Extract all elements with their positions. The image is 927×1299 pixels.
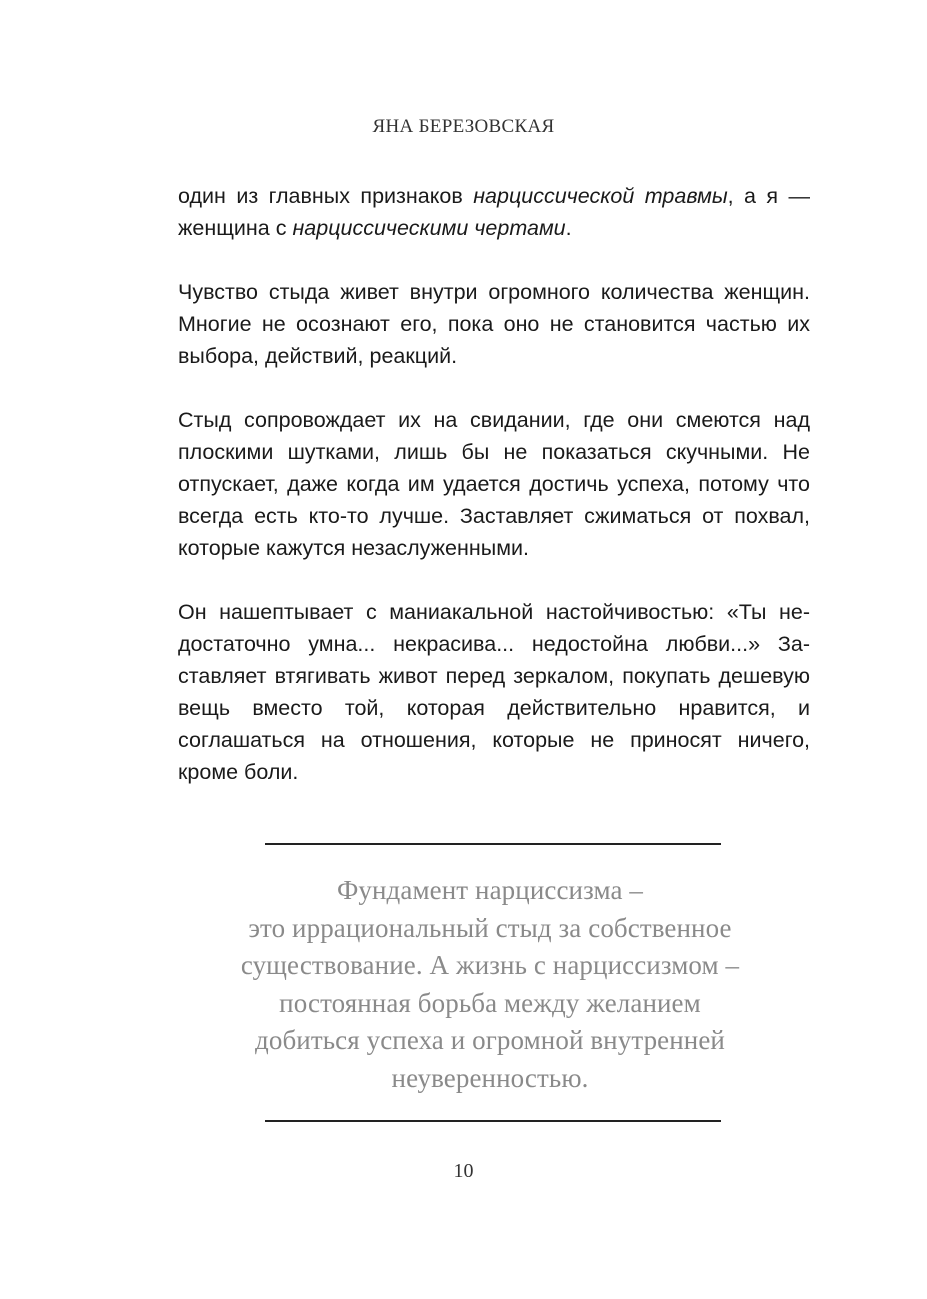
paragraph-2: Чувство стыда живет внутри огромного количества женщин. Многие не осознают его, пока оно не становится частью их выбора, действий, реакций. xyxy=(178,280,810,368)
pull-quote-line: существование. А жизнь с нарциссизмом – xyxy=(240,950,740,980)
pull-quote xyxy=(190,872,790,1097)
paragraph-1-text-b: , а я — женщина с xyxy=(178,184,810,240)
pull-quote-line: неуверенностью. xyxy=(391,1062,589,1093)
running-head: ЯНА БЕРЕЗОВСКАЯ xyxy=(372,116,555,137)
paragraph-1 xyxy=(178,180,810,244)
pull-quote-bottom-rule xyxy=(265,1120,721,1122)
term-narcissistic-traits: нарциссическими чертами xyxy=(292,216,566,240)
pull-quote-line: добиться успеха и огромной внутренней xyxy=(255,1025,725,1055)
pull-quote-top-rule xyxy=(265,843,721,845)
pull-quote-line: Фундамент нарциссизма – xyxy=(336,875,644,905)
paragraph-4: Он нашептывает с маниакальной настойчивостью: «Ты недостаточно умна... некрасива... недостойна любви...» Заставляет втягивать живот перед зеркалом, покупать дешевую вещь вместо той, которая действительно нравится, и соглашаться на отношения, которые не приносят ничего, кроме боли. xyxy=(178,600,810,784)
page-number: 10 xyxy=(453,1160,474,1182)
paragraph-3: Стыд сопровождает их на свидании, где они смеются над плоскими шутками, лишь бы не показаться скучными. Не отпускает, даже когда им удается достичь успеха, потому что всегда есть кто-то лучше. Заставляет сжиматься от похвал, которые кажутся незаслуженными. xyxy=(178,408,810,560)
paragraph-1-text-c: . xyxy=(565,216,572,240)
paragraph-1-text-a: один из главных признаков xyxy=(178,184,474,208)
pull-quote-line: постоянная борьба между желанием xyxy=(279,987,701,1018)
term-narcissistic-trauma: нарциссической травмы xyxy=(473,184,728,208)
body-text xyxy=(178,180,810,788)
pull-quote-line: это иррациональный стыд за собственное xyxy=(248,912,732,943)
